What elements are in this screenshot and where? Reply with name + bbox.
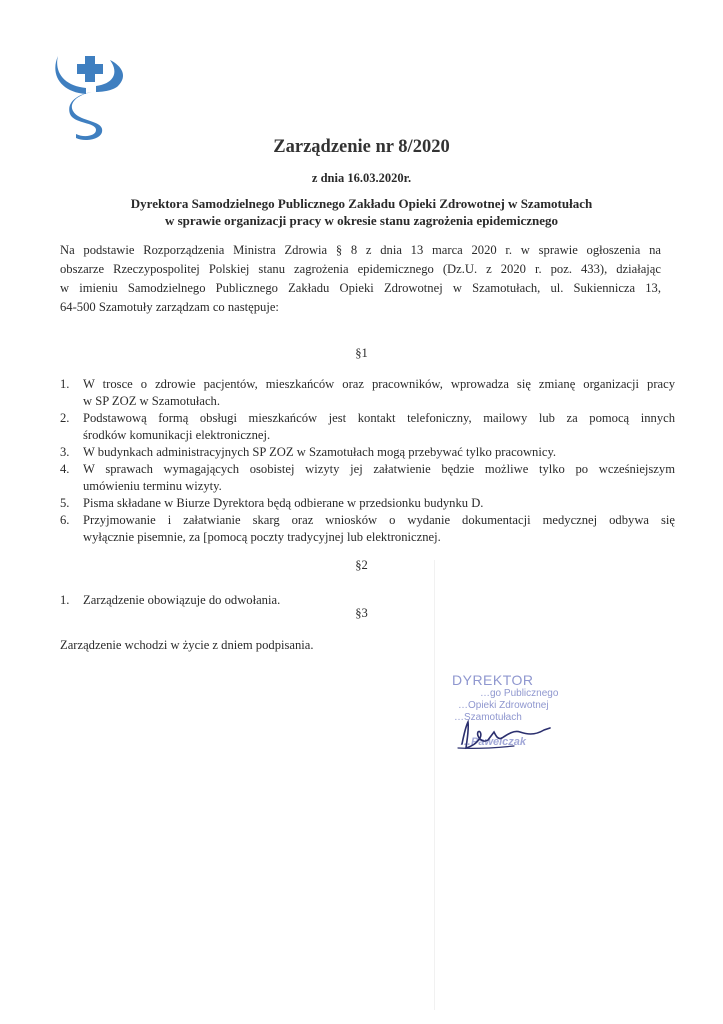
- document-subtitle: [0, 195, 723, 229]
- closing-statement: Zarządzenie wchodzi w życie z dniem podpisania.: [60, 638, 314, 652]
- list-item-line: Pisma składane w Biurze Dyrektora będą odbierane w przedsionku budynku D.: [83, 496, 484, 510]
- page-crease: [434, 560, 435, 1010]
- subtitle-line: Dyrektora Samodzielnego Publicznego Zakładu Opieki Zdrowotnej w Szamotułach: [130, 196, 593, 211]
- section-heading: §1: [355, 346, 368, 360]
- list-item: [60, 376, 675, 410]
- list-item-number: 5.: [60, 496, 70, 510]
- list-item-line: wyłącznie pisemnie, za [pomocą poczty tradycyjnej lub elektronicznej.: [83, 530, 441, 544]
- signature-stroke: [462, 722, 550, 748]
- section-heading: §3: [355, 606, 368, 620]
- list-item-line: Zarządzenie obowiązuje do odwołania.: [83, 593, 281, 607]
- medical-logo-icon: [52, 52, 134, 144]
- document-title: Zarządzenie nr 8/2020: [273, 137, 450, 157]
- section1-list: [60, 376, 675, 546]
- list-item-number: 3.: [60, 445, 70, 459]
- list-item-number: 4.: [60, 462, 70, 476]
- list-item-line: Przyjmowanie i załatwianie skarg oraz wniosków o wydanie dokumentacji medycznej odbywa się: [83, 513, 675, 527]
- stamp-line: …go Publicznego: [480, 688, 559, 699]
- section-heading: §2: [355, 558, 368, 572]
- intro-line: w imieniu Samodzielnego Publicznego Zakładu Opieki Zdrowotnej w Szamotułach, ul. Sukiennicza 13,: [60, 281, 661, 295]
- document-date: z dnia 16.03.2020r.: [311, 171, 412, 185]
- stamp-line: …Pawelczak: [460, 736, 527, 748]
- list-item-line: W budynkach administracyjnych SP ZOZ w Szamotułach mogą przebywać tylko pracownicy.: [83, 445, 557, 459]
- logo-swoosh-left: [55, 56, 86, 94]
- list-item-line: umówieniu terminu wizyty.: [83, 479, 222, 493]
- subtitle-line: w sprawie organizacji pracy w okresie stanu zagrożenia epidemicznego: [164, 213, 559, 228]
- logo-cross-horizontal: [77, 64, 103, 74]
- list-item-number: 1.: [60, 593, 70, 607]
- list-item: [60, 410, 675, 444]
- list-item-line: W trosce o zdrowie pacjentów, mieszkańców oraz pracowników, wprowadza się zmianę organizacji pracy: [83, 377, 675, 391]
- intro-line: obszarze Rzeczypospolitej Polskiej stanu zagrożenia epidemicznego (Dz.U. z 2020 r. poz. 433), działając: [60, 262, 661, 276]
- list-item: [60, 512, 675, 546]
- stamp-line: …Opieki Zdrowotnej: [458, 700, 549, 711]
- list-item-number: 6.: [60, 513, 70, 527]
- list-item-line: Podstawową formą obsługi mieszkańców jest kontakt telefoniczny, mailowy lub za pomocą innych: [83, 411, 675, 425]
- intro-paragraph: [60, 241, 661, 317]
- list-item: [60, 444, 675, 461]
- list-item-line: w SP ZOZ w Szamotułach.: [83, 394, 220, 408]
- list-item-line: W sprawach wymagających osobistej wizyty jej załatwienie będzie możliwe tylko po wcześniejszym: [83, 462, 675, 476]
- list-item: [60, 461, 675, 495]
- list-item: [60, 495, 675, 512]
- logo-serpent: [69, 92, 102, 140]
- handwritten-signature-icon: [454, 718, 558, 752]
- list-item-number: 2.: [60, 411, 70, 425]
- intro-line: Na podstawie Rozporządzenia Ministra Zdrowia § 8 z dnia 13 marca 2020 r. w sprawie ogłoszenia na: [60, 243, 661, 257]
- stamp-line: DYREKTOR: [452, 672, 534, 688]
- intro-line: 64-500 Szamotuły zarządzam co następuje:: [60, 300, 279, 314]
- list-item-number: 1.: [60, 377, 70, 391]
- stamp-line: …Szamotułach: [454, 712, 522, 723]
- list-item-line: środków komunikacji elektronicznej.: [83, 428, 271, 442]
